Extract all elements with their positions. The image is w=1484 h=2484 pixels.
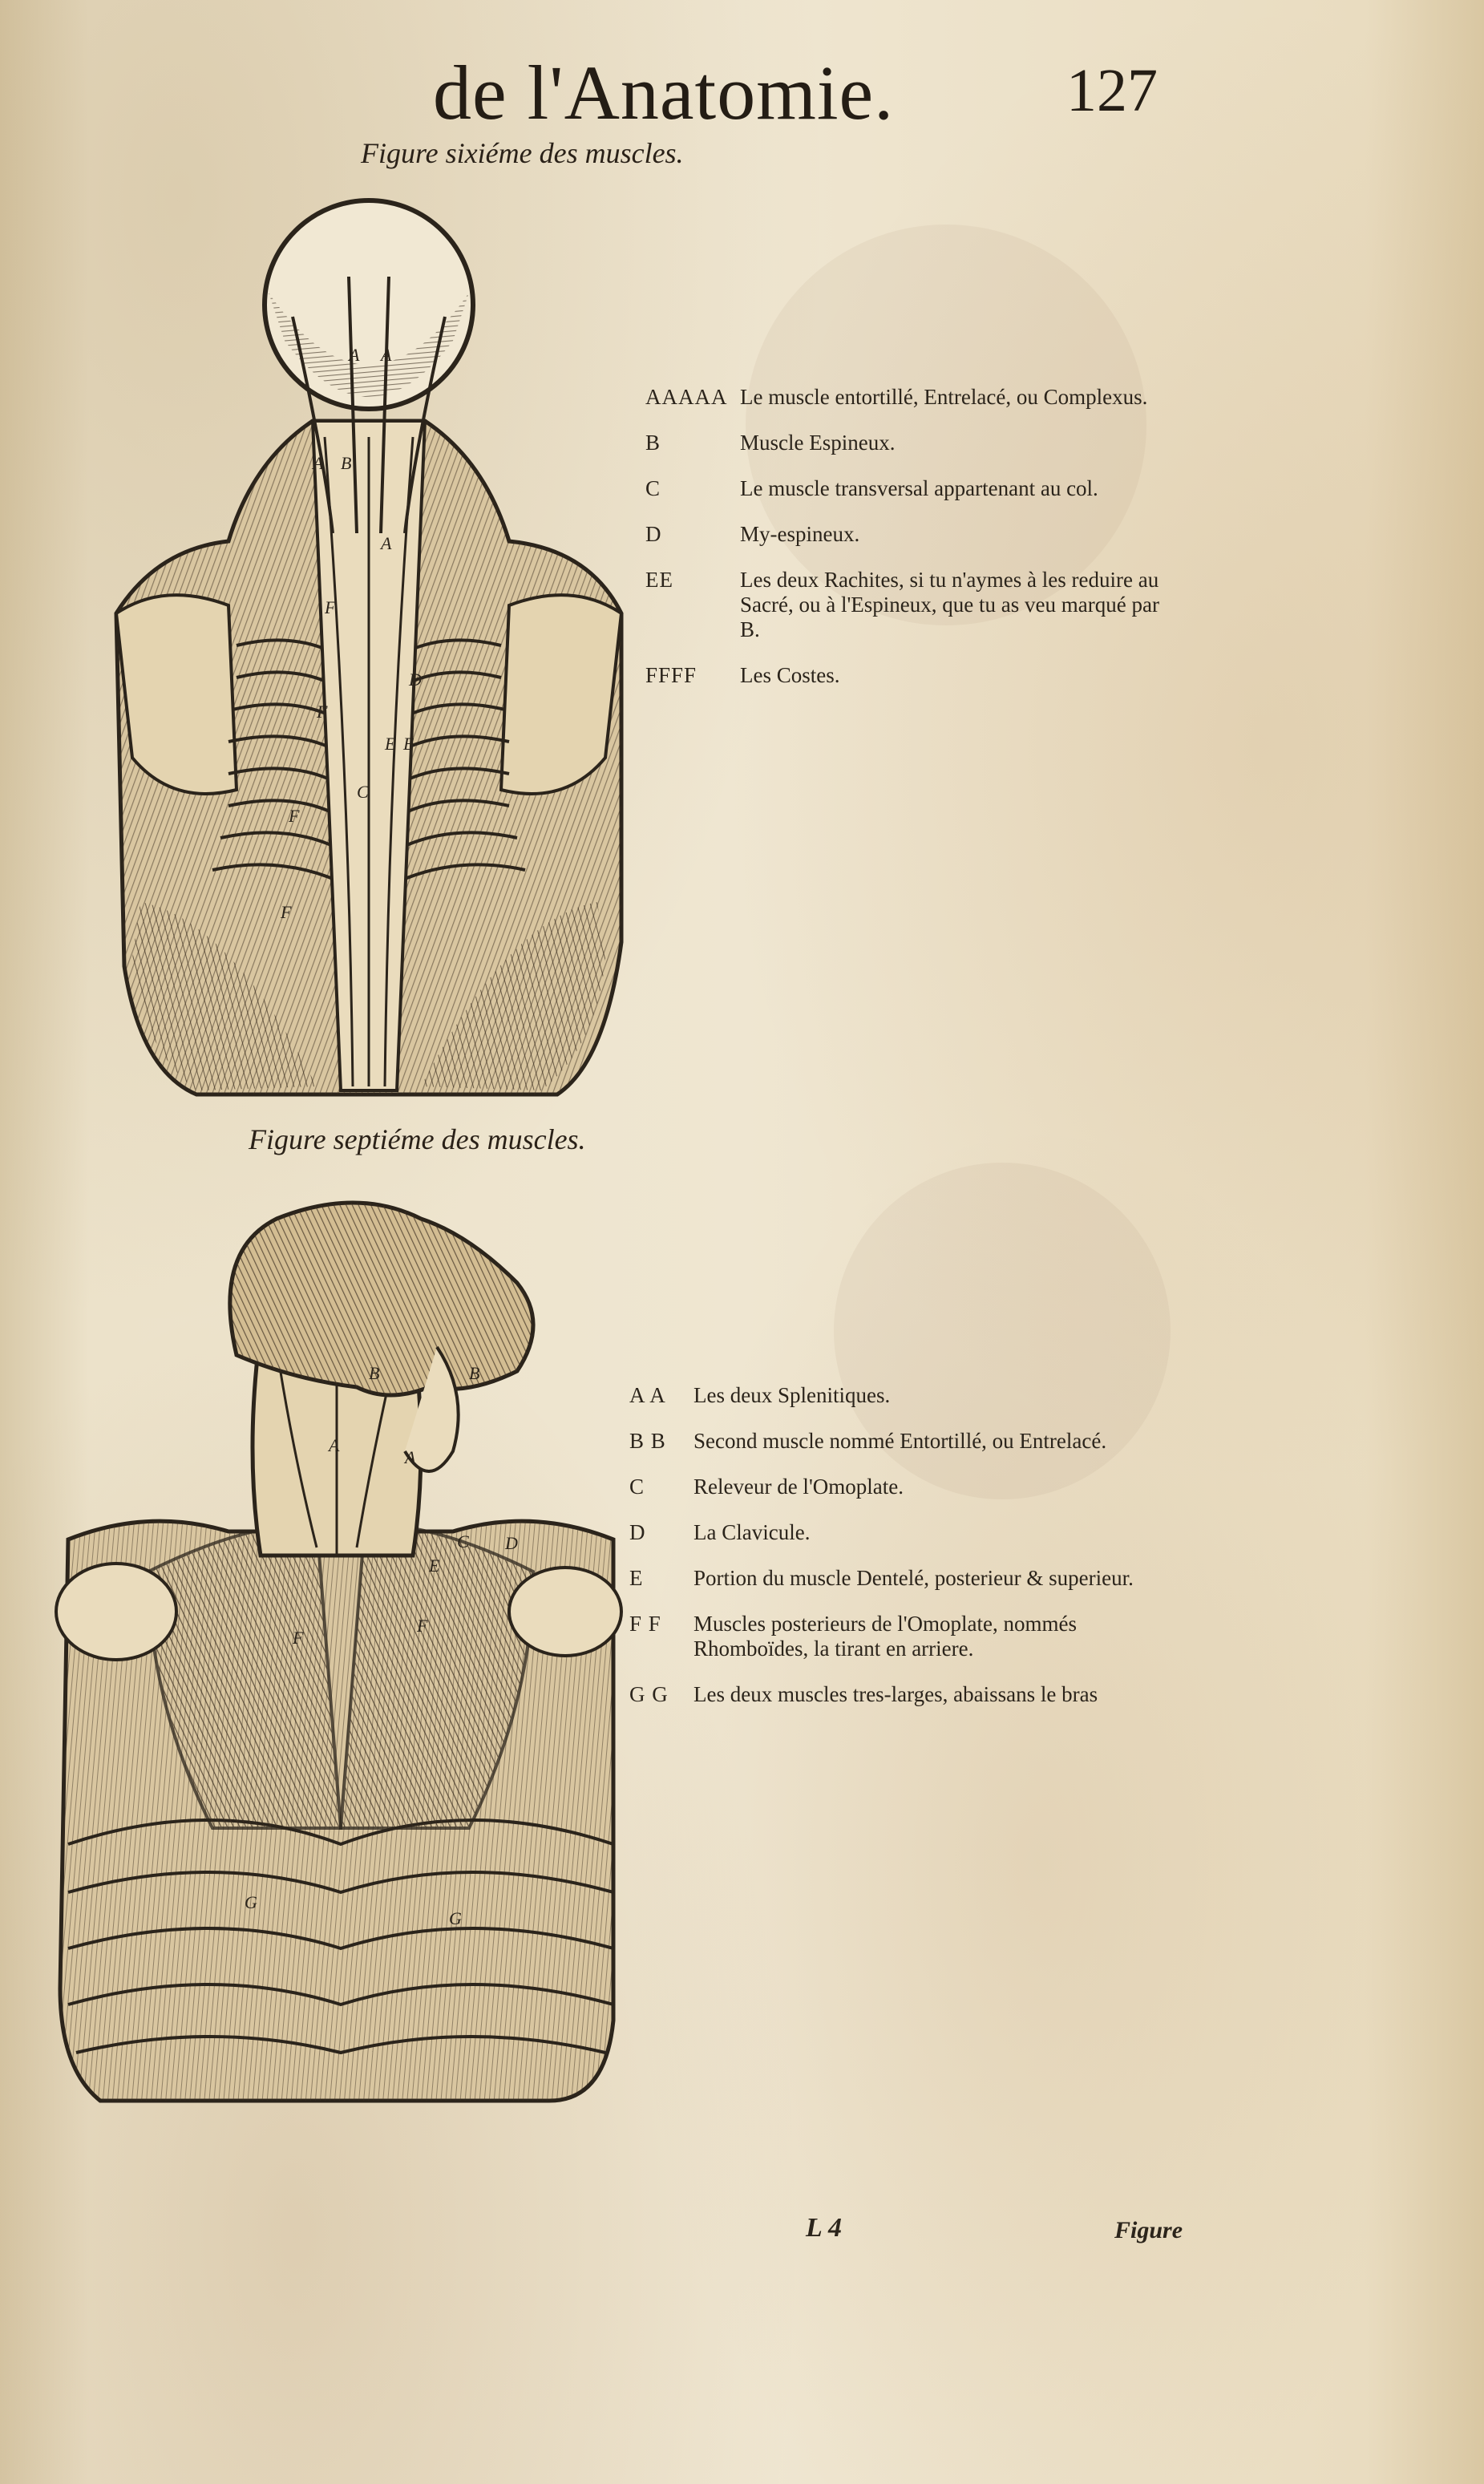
fig-label: A: [329, 1435, 340, 1455]
fig-label: B: [369, 1363, 380, 1383]
figure-caption: Figure septiéme des muscles.: [249, 1123, 586, 1155]
legend-text: Muscle Espineux.: [740, 431, 896, 455]
legend-key: D: [629, 1520, 646, 1544]
fig-label: D: [409, 670, 422, 690]
legend-key: F F: [629, 1612, 661, 1636]
signature-mark: L 4: [806, 2213, 843, 2243]
legend-key: E: [629, 1566, 644, 1590]
fig-label: A: [381, 345, 392, 365]
running-head: de l'Anatomie.: [433, 50, 895, 136]
legend-entry: [645, 568, 1175, 642]
legend-key: C: [645, 476, 661, 500]
fig-label: E: [429, 1556, 440, 1576]
legend-text: Les deux Rachites, si tu n'aymes à les reduire au Sacré, ou à l'Espineux, que tu as veu marqué par B.: [740, 568, 1159, 641]
fig-label: B: [341, 453, 352, 473]
legend-text: Portion du muscle Dentelé, posterieur & superieur.: [693, 1566, 1134, 1590]
legend-entry: [629, 1383, 1183, 1408]
legend-text: Releveur de l'Omoplate.: [693, 1475, 904, 1499]
legend-text: Second muscle nommé Entortillé, ou Entrelacé.: [693, 1429, 1107, 1453]
legend-figure-seventh: [629, 1383, 1183, 1728]
fig-label: A: [313, 453, 324, 473]
legend-entry: [629, 1566, 1183, 1591]
fig-label: F: [317, 702, 328, 722]
fig-label: D: [505, 1533, 518, 1553]
legend-text: Le muscle entortillé, Entrelacé, ou Complexus.: [740, 385, 1148, 409]
legend-entry: [629, 1429, 1183, 1454]
woodcut-figure-seventh: [52, 1187, 625, 2105]
legend-key: D: [645, 522, 662, 546]
legend-text: Les Costes.: [740, 663, 840, 687]
legend-entry: [629, 1682, 1183, 1707]
back-muscles-woodcut: [108, 196, 629, 1106]
fig-label: F: [289, 806, 300, 826]
fig-label: A: [405, 1447, 416, 1467]
legend-key: B B: [629, 1429, 666, 1453]
catchword: Figure: [1114, 2217, 1183, 2243]
legend-entry: [645, 431, 1175, 455]
legend-text: Les deux Splenitiques.: [693, 1383, 891, 1407]
legend-key: AAAAA: [645, 385, 728, 409]
legend-key: G G: [629, 1682, 669, 1706]
legend-key: B: [645, 431, 661, 455]
legend-entry: [645, 476, 1175, 501]
legend-figure-sixth: [645, 385, 1175, 709]
legend-text: La Clavicule.: [693, 1520, 811, 1544]
legend-key: EE: [645, 568, 673, 592]
legend-entry: [629, 1612, 1183, 1661]
legend-text: My-espineux.: [740, 522, 860, 546]
fig-label: G: [449, 1908, 462, 1928]
woodcut-figure-sixth: [108, 196, 629, 1106]
legend-key: A A: [629, 1383, 666, 1407]
fig-label: F: [281, 902, 292, 922]
legend-entry: [629, 1475, 1183, 1499]
legend-text: Les deux muscles tres-larges, abaissans le bras: [693, 1682, 1098, 1706]
legend-key: C: [629, 1475, 645, 1499]
legend-entry: [645, 663, 1175, 688]
fig-label: E: [403, 734, 414, 754]
fig-label: G: [245, 1892, 257, 1912]
page-number: 127: [1066, 57, 1158, 124]
fig-label: F: [417, 1616, 428, 1636]
legend-entry: [645, 522, 1175, 547]
fig-label: C: [457, 1531, 469, 1551]
fig-label: F: [325, 597, 336, 617]
fig-label: B: [469, 1363, 480, 1383]
shoulder-muscles-woodcut: [52, 1187, 625, 2105]
legend-entry: [629, 1520, 1183, 1545]
figure-caption: Figure sixiéme des muscles.: [361, 137, 684, 169]
fig-label: A: [381, 533, 392, 553]
fig-label: A: [349, 345, 360, 365]
legend-entry: [645, 385, 1175, 410]
fig-label: E: [385, 734, 396, 754]
fig-label: C: [357, 782, 369, 802]
legend-key: FFFF: [645, 663, 698, 687]
legend-text: Le muscle transversal appartenant au col.: [740, 476, 1098, 500]
legend-text: Muscles posterieurs de l'Omoplate, nommés Rhomboïdes, la tirant en arriere.: [693, 1612, 1078, 1661]
fig-label: F: [293, 1628, 304, 1648]
